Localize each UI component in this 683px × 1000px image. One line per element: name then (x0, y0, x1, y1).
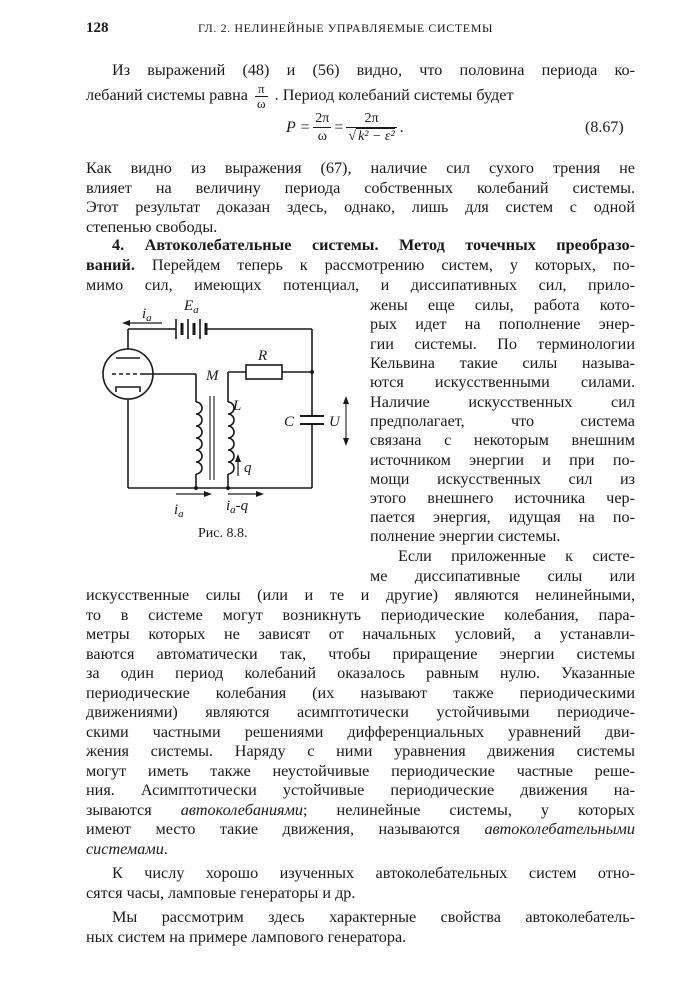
label-u: U (329, 414, 340, 430)
para3-line: то в системе могут возникнуть периодические колебания, пара- (86, 606, 635, 624)
label-l: L (233, 398, 242, 414)
section-heading-line1 (112, 235, 635, 255)
para3-line: жения системы. Наряду с ними уравнения движения системы (86, 742, 635, 760)
wrap-line: пается энергия, идущая на по- (370, 508, 635, 526)
para3-line: могут иметь также неустойчивые периодические частные реше- (86, 762, 635, 780)
equation-lhs: P = (286, 118, 311, 136)
para2-line3: Этот результат доказан здесь, однако, лишь для систем с одной (86, 198, 635, 216)
italic-term: автоколебаниями (180, 801, 304, 819)
battery-icon (176, 319, 206, 339)
para-after-fig-line2: ме диссипативные силы или (370, 567, 635, 585)
italic-term: системами (86, 840, 164, 858)
text-run: зываются (86, 801, 181, 819)
arrow-down-icon (343, 438, 349, 446)
fraction-numerator: 2π (346, 110, 396, 128)
wrap-line: источником энергии и при по- (370, 451, 635, 469)
arrow-left-icon (122, 320, 130, 326)
wrap-line: гии системы. По терминологии (370, 335, 635, 353)
para3-line: периодические колебания (их называют также периодическими (86, 684, 635, 702)
label-q: q (244, 460, 252, 476)
label-ia-minus-q: $i_a-q$ (226, 498, 249, 516)
equation-period: . (399, 118, 404, 136)
arrow-right-icon (256, 491, 264, 497)
fraction-numerator: π (255, 82, 268, 97)
sqrt-radicand: k² − ε² (358, 129, 395, 144)
label-r: R (258, 348, 268, 364)
wrap-line: связана с некоторым внешним (370, 431, 635, 449)
equation-fraction-1 (313, 110, 331, 145)
wrap-line: этого внешнего источника чер- (370, 489, 635, 507)
fraction-numerator: 2π (315, 111, 330, 126)
running-header: ГЛ. 2. НЕЛИНЕЙНЫЕ УПРАВЛЯЕМЫЕ СИСТЕМЫ (198, 21, 494, 35)
para2-line2: влияет на величину периода собственных колебаний системы. (86, 179, 635, 197)
equation-fraction-2 (346, 110, 396, 145)
para3-line: скими частными решениями дифференциальных уравнений дви- (86, 723, 635, 741)
wrap-line: Кельвина такие силы называ- (370, 354, 635, 372)
para-after-fig-line1: Если приложенные к систе- (398, 547, 635, 565)
para3-line: ваются автоматически так, чтобы приращение энергии системы (86, 645, 635, 663)
circuit-diagram (88, 292, 358, 532)
section-line2-text: Перейдем теперь к рассмотрению систем, у которых, по- (134, 256, 635, 274)
text-run: имеют место такие движения, называются (86, 820, 485, 838)
wrap-line: жены еще силы, работа кото- (370, 296, 635, 314)
page-number: 128 (86, 20, 109, 36)
label-ea: $E_a$ (184, 298, 199, 316)
arrow-up-icon (343, 396, 349, 404)
label-ia-top: $i_a$ (142, 306, 152, 324)
fraction-denominator (346, 128, 396, 145)
para3-line (86, 800, 635, 820)
fraction-denominator: ω (257, 96, 266, 111)
italic-term: автоколебательными (484, 820, 635, 838)
para4-line2: сятся часы, ламповые генераторы и др. (86, 884, 356, 902)
para5-line2: ных систем на примере лампового генератора. (86, 928, 407, 946)
para4-line1: К числу хорошо изученных автоколебательных систем отно- (112, 864, 635, 882)
para1-line2-text-a: лебаний системы равна (86, 86, 248, 105)
equation-number: (8.67) (585, 119, 624, 136)
text-run: ; нелинейные системы, у которых (303, 801, 636, 819)
wrap-line: предполагает, что система (370, 412, 635, 430)
text-run: . (163, 840, 168, 858)
grid-coil-icon (196, 402, 202, 474)
label-ia-bottom: $i_a$ (174, 502, 184, 520)
para2-line4: степенью свободы. (86, 218, 218, 236)
wrap-line: ются искусственными силами. (370, 373, 635, 391)
arrow-right-icon (204, 491, 212, 497)
para3-line: движениями) являются асимптотически устойчивыми периодиче- (86, 703, 635, 721)
para3-line (86, 839, 635, 859)
wrap-line: Наличие искусственных сил (370, 393, 635, 411)
para1-line1: Из выражений (48) и (56) видно, что половина периода ко- (112, 61, 635, 79)
resistor-icon (246, 365, 282, 379)
capacitor-icon (300, 416, 324, 424)
wrap-line: мощи искусственных сил из (370, 470, 635, 488)
para1-line2 (86, 82, 635, 111)
wrap-line: рых идет на пополнение энер- (370, 315, 635, 333)
section-line2 (86, 255, 635, 275)
section-line3: мимо сил, имеющих потенциал, и диссипативных сил, прило- (86, 276, 635, 294)
fraction-denominator: ω (317, 129, 327, 144)
label-m: M (206, 368, 219, 384)
sqrt-sign: √ (348, 129, 357, 144)
para2-line1: Как видно из выражения (67), наличие сил сухого трения не (86, 159, 635, 177)
wrap-line: полнение энергии системы. (370, 527, 561, 545)
section-heading: 4. Автоколебательные системы. Метод точечных преобразо- (112, 236, 635, 254)
equation-8-67 (286, 110, 404, 145)
section-heading-end: ваний. (86, 256, 135, 274)
para5-line1: Мы рассмотрим здесь характерные свойства автоколебатель- (112, 908, 635, 926)
arrow-up-icon (235, 454, 241, 462)
pi-over-omega-fraction (255, 82, 268, 111)
para3-line: метры которых не зависят от начальных условий, а устанавли- (86, 625, 635, 643)
para3-line: ния. Асимптотически устойчивые периодические движения на- (86, 781, 635, 799)
para3-line: за один период колебаний оказалось равным нулю. Указанные (86, 664, 635, 682)
para3-line (86, 819, 635, 839)
figure-caption: Рис. 8.8. (198, 526, 248, 541)
label-c: C (284, 414, 295, 430)
equation-equals: = (334, 118, 344, 136)
para3-line: искусственные силы (или и те и другие) являются нелинейными, (86, 586, 635, 604)
para1-line2-text-b: . Период колебаний системы будет (274, 86, 514, 105)
